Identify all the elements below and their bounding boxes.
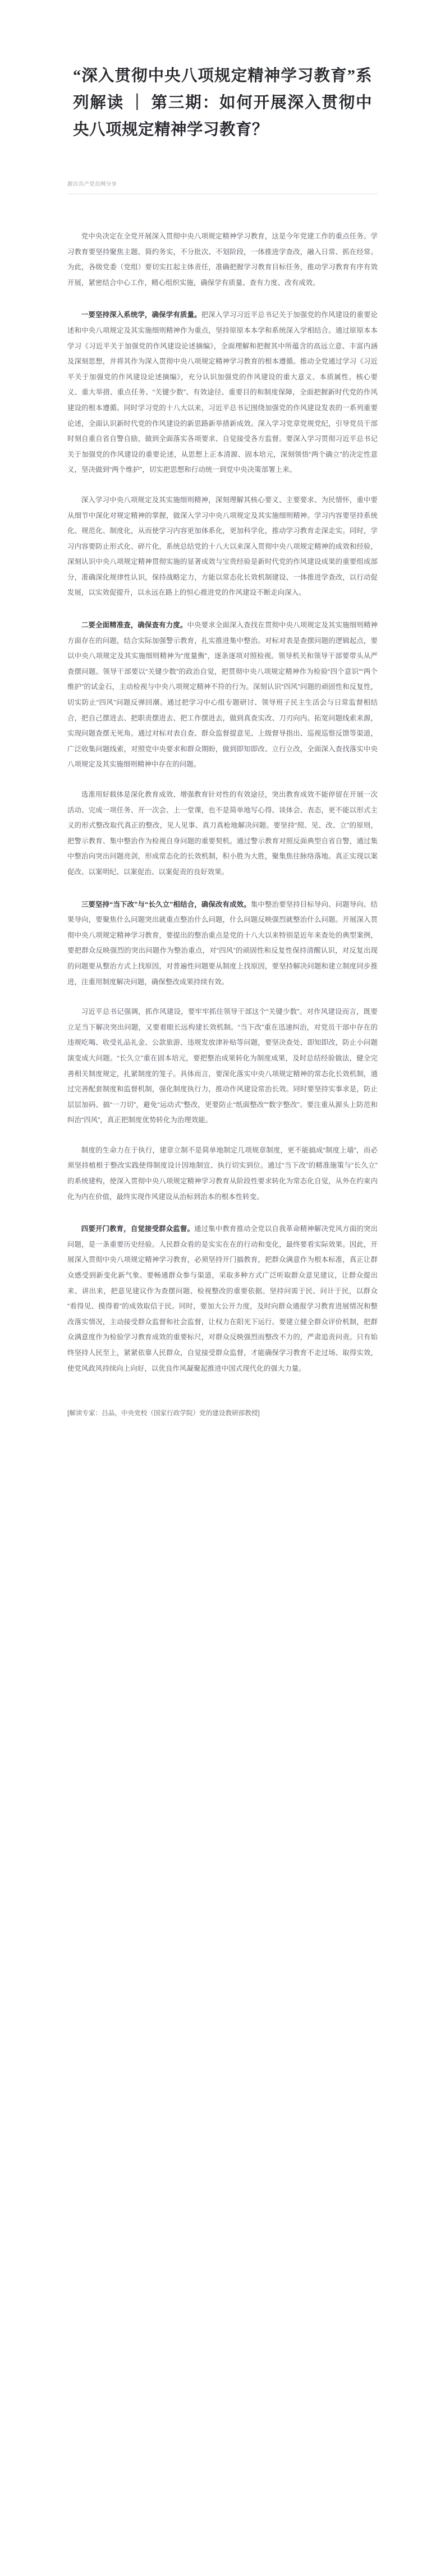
paragraph-text: 集中整治要坚持目标导向、问题导向、结果导向，要聚焦什么问题突出就重点整治什么问题，什么问题反映强烈就整治什么问题。开展深入贯彻中央八项规定精神学习教育，要提出的整治重点是党的十八大以来特别是近年来查处的典型案例，要把群众反映强烈的突出问题作为整治重点，对“四风”的顽固性和反复性保持清醒认识，对反复出现的问题要从整治方式上找原因，对普遍性问题要从制度上找原因，要坚持解决问题和建立制度同步推进，注重用制度解决问题，确保整改成果持续有效。 bbox=[67, 900, 378, 986]
paragraph-text: 选准用好载体是深化教育成效、增强教育针对性的有效途径，突出教育成效不能停留在开展一次活动、完成一项任务、开一次会、上一堂课，也不是简单地写心得、谈体会、表态，更不能以形式主义的形式整改取代真正的整改，见人见事、真刀真枪地解决问题。要坚持“照、见、改、立”的原则，把警示教育、集中整治作为检视自身问题的重要契机。通过警示教育对照反面典型自省自警，通过集中整治向突出问题亮剑，形成常态化的长效机制，积小胜为大胜，聚集焦往脉络落地。真正实现以案促改、以案明纪、以案促治、以案促责的良好效果。 bbox=[67, 791, 378, 876]
paragraph-section-3-b bbox=[67, 1004, 378, 1128]
page-title: “深入贯彻中央八项规定精神学习教育”系列解读 ｜ 第三期：如何开展深入贯彻中央八项规定精神学习教育？ bbox=[73, 67, 372, 139]
paragraph-text: 党中央决定在全党开展深入贯彻中央八项规定精神学习教育，这是今年党建工作的重点任务。学习教育要坚持聚焦主题、简约务实，不分批次、不划阶段，一体推进学查改，融入日常、抓在经常。为此，各级党委（党组）要切实扛起主体责任，准确把握学习教育目标任务，推动学习教育有序有效开展，紧密结合中心工作，精心组织实施，确保学有质量、查有力度、改有成效。 bbox=[67, 232, 378, 287]
paragraph-section-1-a bbox=[67, 307, 378, 478]
expert-attribution: [解读专家：吕品，中央党校（国家行政学院）党的建设教研部教授] bbox=[67, 1409, 260, 1417]
paragraph-lead: 三要坚持“当下改”与“长久立”相结合，确保改有成效。 bbox=[81, 900, 251, 908]
paragraph-text: 习近平总书记强调，抓作风建设，要牢牢抓住领导干部这个“关键少数”。对作风建设而言，既要立足当下解决突出问题，又要着眼长远构建长效机制。“当下改”重在迅速纠治，对党员干部中存在的违规吃喝、收受礼品礼金、公款旅游、违规发放津补贴等问题，要坚决查处、即知即改，防止小问题演变成大问题。“长久立”重在固本培元，要把整治成果转化为制度成果，及时总结经验做法，健全完善相关制度规定，扎紧制度的笼子。具体而言，要深化落实中央八项规定精神的常态化长效机制，通过完善配套制度和监督机制，强化制度执行力，推动作风建设常治长效。同时要坚持实事求是，防止层层加码、搞“一刀切”，避免“运动式”整改，更要防止“纸面整改”“数字整改”。要注重从源头上防范和纠治“四风”，真正把制度优势转化为治理效能。 bbox=[67, 1008, 378, 1124]
byline-block bbox=[0, 144, 445, 194]
paragraph-section-3-a bbox=[67, 897, 378, 990]
paragraph-text: 把深入学习习近平总书记关于加强党的作风建设的重要论述和中央八项规定及其实施细则精神作为重点，坚持原原本本学和系统深入学相结合。通过原原本本学习《习近平关于加强党的作风建设论述摘编》，全面理解和把握其中所蕴含的高远立意、丰富内涵及深刻思想，并将其作为深入贯彻中央八项规定精神学习教育的根本遵循。推动全党通过学习《习近平关于加强党的作风建设论述摘编》，充分认识加强党的作风建设的重大意义、本质属性、核心要义、重大举措、重点任务、“关键少数”、有效途径、重要目的和制度保障，全面把握新时代党的作风建设的根本遵循。同时学习党的十八大以来，习近平总书记围绕加强党的作风建设发表的一系列重要论述，全面认识新时代党的作风建设的新思路新举措新成效。深入学习党章党规党纪，引导党员干部时刻自重自省自警自励，做到全面落实各项要求、自觉接受各方监督。要深入学习贯彻习近平总书记关于加强党的作风建设的重要论述，从思想上正本清源、固本培元，深刻领悟“两个确立”的决定性意义，坚决做到“两个维护”，切实把思想和行动统一到党中央决策部署上来。 bbox=[67, 311, 378, 474]
paragraph-section-1-b bbox=[67, 493, 378, 601]
paragraph-section-2-a bbox=[67, 618, 378, 773]
article-body bbox=[0, 194, 445, 1376]
article-footer bbox=[0, 1391, 445, 1454]
paragraph-intro bbox=[67, 229, 378, 291]
article-source: 源自共产党员网分享 bbox=[67, 181, 117, 187]
paragraph-lead: 二要全面精准查，确保查有力度。 bbox=[81, 621, 187, 630]
article-header bbox=[0, 0, 445, 144]
paragraph-section-3-c bbox=[67, 1143, 378, 1205]
paragraph-text: 深入学习中央八项规定及其实施细则精神，深刻理解其核心要义、主要要求、为民情怀，重中要从细节中深化对规定精神的掌握，做深入学习中央八项规定及其实施细则精神。学习内容要坚持系统化、规范化、制度化，从而使学习内容更加体系化，更加科学化，推动学习教育走深走实。同时，学习内容要防止形式化、碎片化，系统总结党的十八大以来深入贯彻中央八项规定精神的成效和经验，深刻认识中央八项规定精神贯彻实施的显著成效与宝贵经验是新时代党的作风建设成果的重要组成部分，准确深化规律性认识，保持战略定力，方能以常态化长效机制建设、一体推进学查改，以行动促发展，以实效促提升，以永远在路上的恒心推进党的作风建设不断走向深入。 bbox=[67, 495, 378, 597]
paragraph-section-4-a bbox=[67, 1222, 378, 1376]
paragraph-text: 中央要求全面深入查找在贯彻中央八项规定及其实施细则精神方面存在的问题，结合实际加强警示教育，扎实推进集中整治。对标对表是查摆问题的逻辑起点，要以中央八项规定及其实施细则精神为“度量衡”，逐条逐项对照检视。领导机关和领导干部要带头从严查摆问题。领导干部要以“关键少数”的政治自觉，把贯彻中央八项规定精神作为检验“四个意识”“两个维护”的试金石，主动检视与中央八项规定精神不符的行为。深刻认识“四风”问题的顽固性和反复性，切实防止“四风”问题反弹回潮。通过把学习中心组专题研讨、领导班子民主生活会与日常监督相结合，把自己摆进去、把职责摆进去、把工作摆进去，做到真查实改、刀刃向内。拓宽问题线索来源，实现问题查摆无死角。通过对标对表自查、群众监督提意见、上级督导指出、巡视巡察反馈等渠道，广泛收集问题线索，对照党中央要求和群众期盼，做到即知即改、立行立改，全面深入查找落实中央八项规定及其实施细则精神中存在的问题。 bbox=[67, 621, 378, 769]
paragraph-section-2-b bbox=[67, 787, 378, 880]
paragraph-text: 制度的生命力在于执行，建章立制不是简单地制定几项规章制度，更不能搞成“制度上墙”，而必须坚持植根于整改实践使得制度设计因地制宜、执行切实到位。通过“当下改”的精准施策与“长久立”的系统建构，使深入贯彻中央八项规定精神学习教育从阶段性要求转化为常态化自觉，从外在约束内化为内在价值，最终实现作风建设从治标到治本的根本性转变。 bbox=[67, 1146, 378, 1201]
paragraph-lead: 一要坚持深入系统学，确保学有质量。 bbox=[81, 311, 201, 319]
paragraph-text: 通过集中教育推动全党以自我革命精神解决党风方面的突出问题，是一条重要历史经验。人民群众看的是实实在在的行动和变化，最终要看实际效果。因此，开展深入贯彻中央八项规定精神学习教育，必须坚持开门搞教育，把群众满意作为根本标准，真正让群众感受到新变化新气象。要畅通群众参与渠道，采取多种方式广泛听取群众意见建议，让群众提出来、讲出来，把意见建议作为查摆问题、检视整改的重要依据。坚持问需于民、问计于民，以群众“看得见、摸得着”的成效取信于民。同时，要加大公开力度，及时向群众通报学习教育进展情况和整改落实情况，主动接受群众监督和社会监督，让权力在阳光下运行。要建立健全群众评价机制，把群众满意度作为检验学习教育成效的重要标尺，对群众反映强烈而整改不力的，严肃追责问责。只有始终坚持人民至上，紧紧依靠人民群众，自觉接受群众监督，才能确保学习教育不走过场、取得实效，使党风政风持续向上向好，以优良作风凝聚起推进中国式现代化的强大力量。 bbox=[67, 1225, 378, 1372]
paragraph-lead: 四要开门教育，自觉接受群众监督。 bbox=[81, 1225, 195, 1233]
